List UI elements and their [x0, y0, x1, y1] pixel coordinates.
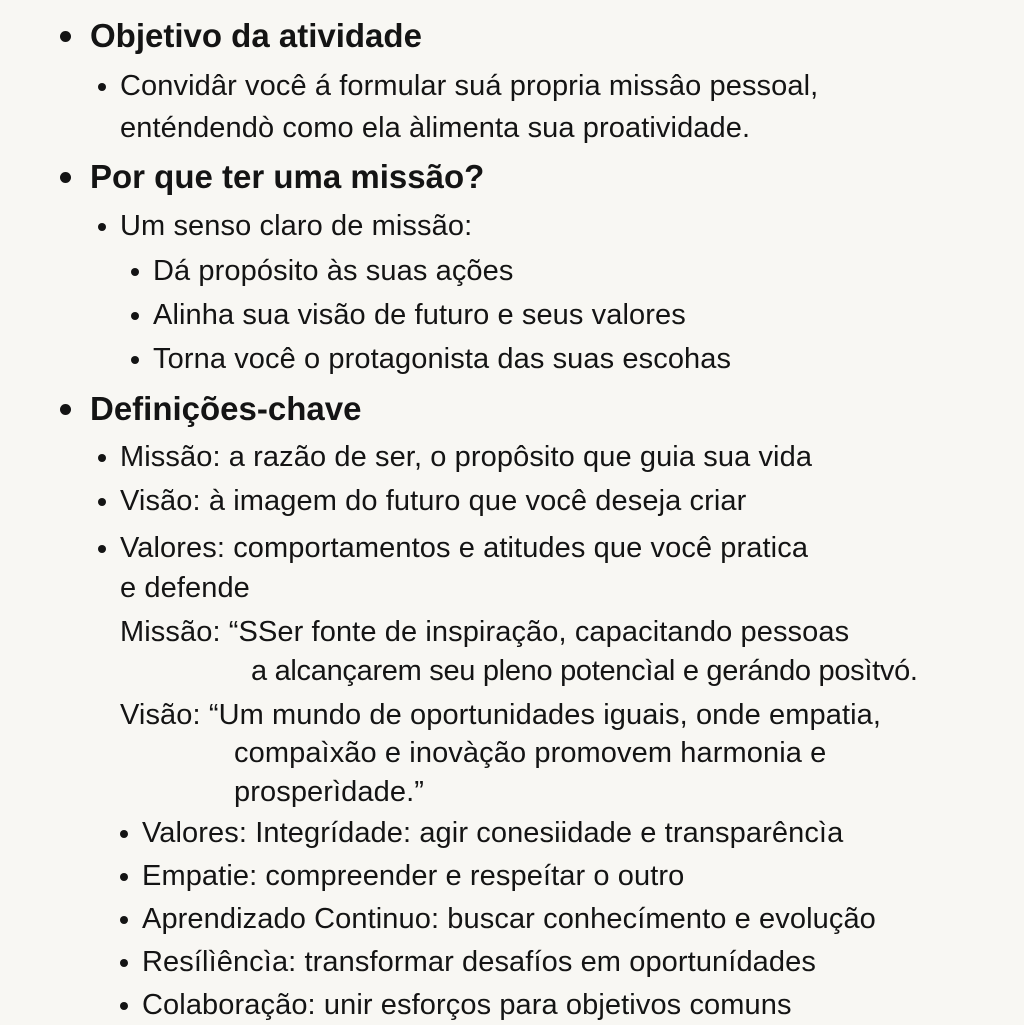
bullet-icon: [120, 873, 128, 881]
statement-text: Visão: “Um mundo de oportunidades iguais, onde empatia,: [120, 699, 882, 731]
heading-por-que: [90, 157, 484, 197]
bullet-icon: [131, 356, 139, 364]
bullet-icon: [120, 830, 128, 838]
list-item-missao: [120, 437, 812, 477]
list-item-text: Torna você o protagonista das suas escohas: [153, 343, 732, 375]
list-item-text: Colaboração: unir esforços para objetivos comuns: [142, 989, 792, 1021]
sub-list-item: [153, 251, 513, 291]
list-item-text: Valores: comportamentos e atitudes que você pratica: [120, 532, 809, 564]
bullet-icon: [131, 268, 139, 276]
heading-text: Por que ter uma missão?: [90, 158, 485, 195]
list-item-text: Um senso claro de missão:: [120, 210, 473, 242]
bullet-icon: [120, 959, 128, 967]
list-item-text: Resílìêncìa: transformar desafíos em oportunídades: [142, 946, 816, 978]
sub-list-item: [153, 339, 731, 379]
sub-list-item: [153, 295, 686, 335]
heading-text: Definições-chave: [90, 390, 362, 427]
list-item-text: Missão: a razão de ser, o propôsito que guia sua vida: [120, 441, 813, 473]
list-item-continuation: [120, 568, 250, 608]
values-list-item: [142, 813, 843, 853]
values-list-item: [142, 985, 792, 1025]
statement-text: a alcançarem seu pleno potencìal e gerándo posìtvó.: [251, 655, 918, 687]
bullet-icon: [131, 312, 139, 320]
heading-objetivo: [90, 16, 422, 56]
statement-text: Missão: “SSer fonte de inspiração, capacitando pessoas: [120, 616, 850, 648]
list-item-text: Valores: Integrídade: agir conesiidade e transparêncìa: [142, 817, 844, 849]
list-item-text: Empatie: compreender e respeítar o outro: [142, 860, 685, 892]
bullet-icon: [98, 454, 106, 462]
list-item-text: Aprendizado Continuo: buscar conhecímento e evolução: [142, 903, 876, 935]
bullet-icon: [98, 545, 106, 553]
statement-text: prosperìdade.”: [234, 776, 425, 808]
bullet-icon: [60, 404, 71, 415]
bullet-icon: [98, 223, 106, 231]
mission-statement-line: [120, 612, 849, 652]
values-list-item: [142, 899, 876, 939]
list-item-intro: [120, 206, 472, 246]
heading-text: Objetivo da atividade: [90, 17, 422, 54]
list-item-text: Alinha sua visão de futuro e seus valores: [153, 299, 686, 331]
heading-definicoes: [90, 389, 361, 429]
list-item-continuation: [120, 108, 750, 148]
bullet-icon: [120, 916, 128, 924]
list-item-visao: [120, 481, 746, 521]
list-item-text: Dá propósito às suas ações: [153, 255, 514, 287]
bullet-icon: [98, 83, 106, 91]
values-list-item: [142, 856, 684, 896]
statement-text: compaìxão e inovàção promovem harmonia e: [234, 737, 827, 769]
bullet-icon: [98, 498, 106, 506]
bullet-icon: [60, 31, 71, 42]
vision-statement-line: [234, 772, 424, 812]
list-item-objetivo: [120, 66, 818, 106]
list-item-text: Visão: à imagem do futuro que você deseja criar: [120, 485, 747, 517]
vision-statement-line: [120, 695, 881, 735]
mission-statement-line: [251, 651, 918, 691]
bullet-icon: [120, 1002, 128, 1010]
vision-statement-line: [234, 733, 826, 773]
list-item-valores: [120, 528, 808, 568]
values-list-item: [142, 942, 816, 982]
bullet-icon: [60, 172, 71, 183]
list-item-text: enténdendò como ela àlimenta sua proatividade.: [120, 112, 751, 144]
list-item-text: Convidâr você á formular suá propria missâo pessoal,: [120, 70, 819, 102]
list-item-text: e defende: [120, 572, 250, 604]
